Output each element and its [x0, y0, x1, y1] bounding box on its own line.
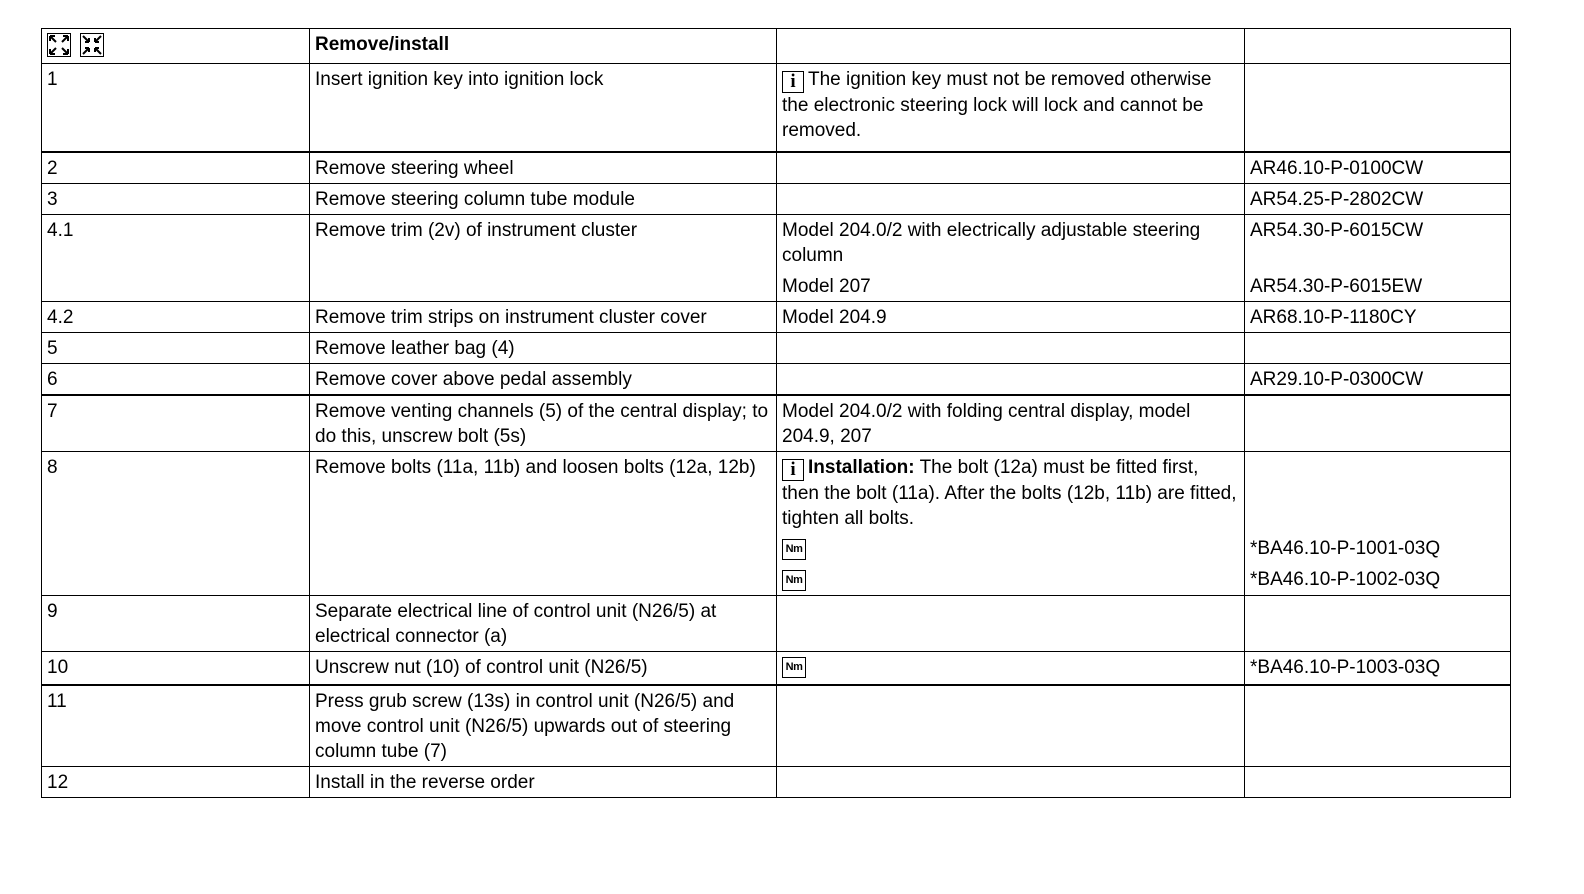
note-variant-b: Model 207 [782, 275, 871, 297]
step-note [777, 183, 1245, 214]
step-number: 5 [42, 332, 310, 363]
step-number: 11 [42, 685, 310, 767]
step-action: Remove steering column tube module [310, 183, 777, 214]
table-header-row [42, 29, 1511, 64]
step-action: Separate electrical line of control unit (N26/5) at electrical connector (a) [310, 595, 777, 651]
table-row [42, 301, 1511, 332]
step-action: Unscrew nut (10) of control unit (N26/5) [310, 651, 777, 685]
table-row [42, 64, 1511, 152]
table-row [42, 395, 1511, 452]
info-icon: i [782, 71, 804, 93]
step-number: 9 [42, 595, 310, 651]
step-ref [1245, 451, 1511, 595]
ref-torque-b[interactable]: *BA46.10-P-1002-03Q [1250, 568, 1441, 590]
header-title: Remove/install [310, 29, 777, 64]
table-row [42, 183, 1511, 214]
note-text: The bolt (12a) must be fitted first, then the bolt (11a). After the bolts (12b, 11b) are fitted, tighten all bolts. [782, 456, 1237, 529]
step-note [777, 64, 1245, 152]
note-text: The ignition key must not be removed otherwise the electronic steering lock will lock and cannot be removed. [782, 69, 1212, 141]
step-note [777, 451, 1245, 595]
table-row [42, 363, 1511, 395]
step-ref[interactable]: AR54.25-P-2802CW [1245, 183, 1511, 214]
table-row [42, 767, 1511, 798]
step-ref [1245, 332, 1511, 363]
step-ref[interactable]: AR29.10-P-0300CW [1245, 363, 1511, 395]
step-note: Model 204.0/2 with folding central display, model 204.9, 207 [777, 395, 1245, 452]
table-row [42, 651, 1511, 685]
procedure-table [41, 28, 1511, 798]
step-ref [1245, 214, 1511, 301]
step-ref [1245, 685, 1511, 767]
step-note [777, 651, 1245, 685]
torque-icon: Nm [782, 539, 806, 560]
ref-variant-a[interactable]: AR54.30-P-6015CW [1250, 219, 1424, 241]
note-label: Installation: [808, 456, 915, 478]
step-note [777, 332, 1245, 363]
torque-icon: Nm [782, 657, 806, 678]
step-number: 4.2 [42, 301, 310, 332]
note-variant-a: Model 204.0/2 with electrically adjustable steering column [782, 219, 1201, 266]
step-note [777, 595, 1245, 651]
step-action: Install in the reverse order [310, 767, 777, 798]
collapse-icon[interactable] [80, 33, 104, 57]
step-number: 1 [42, 64, 310, 152]
table-row [42, 214, 1511, 301]
step-action: Remove trim (2v) of instrument cluster [310, 214, 777, 301]
step-number: 6 [42, 363, 310, 395]
table-row [42, 595, 1511, 651]
step-note [777, 152, 1245, 184]
step-action: Insert ignition key into ignition lock [310, 64, 777, 152]
step-action: Remove bolts (11a, 11b) and loosen bolts (12a, 12b) [310, 451, 777, 595]
step-action: Remove trim strips on instrument cluster cover [310, 301, 777, 332]
torque-icon: Nm [782, 570, 806, 591]
header-blank-ref [1245, 29, 1511, 64]
step-action: Remove leather bag (4) [310, 332, 777, 363]
step-ref[interactable]: AR46.10-P-0100CW [1245, 152, 1511, 184]
step-note [777, 767, 1245, 798]
table-row [42, 685, 1511, 767]
step-action: Remove cover above pedal assembly [310, 363, 777, 395]
step-action: Remove steering wheel [310, 152, 777, 184]
step-note [777, 685, 1245, 767]
ref-variant-b[interactable]: AR54.30-P-6015EW [1250, 275, 1423, 297]
step-ref [1245, 767, 1511, 798]
step-note: Model 204.9 [777, 301, 1245, 332]
step-number: 12 [42, 767, 310, 798]
step-number: 8 [42, 451, 310, 595]
step-ref[interactable]: AR68.10-P-1180CY [1245, 301, 1511, 332]
table-row [42, 451, 1511, 595]
info-icon: i [782, 459, 804, 481]
header-blank-note [777, 29, 1245, 64]
step-number: 4.1 [42, 214, 310, 301]
step-ref [1245, 595, 1511, 651]
header-icons-cell [42, 29, 310, 64]
step-number: 7 [42, 395, 310, 452]
step-action: Press grub screw (13s) in control unit (N26/5) and move control unit (N26/5) upwards out of steering column tube (7) [310, 685, 777, 767]
step-note [777, 214, 1245, 301]
table-row [42, 332, 1511, 363]
step-ref [1245, 64, 1511, 152]
step-number: 3 [42, 183, 310, 214]
ref-torque-a[interactable]: *BA46.10-P-1001-03Q [1250, 537, 1441, 559]
step-number: 10 [42, 651, 310, 685]
step-action: Remove venting channels (5) of the central display; to do this, unscrew bolt (5s) [310, 395, 777, 452]
step-note [777, 363, 1245, 395]
step-ref [1245, 395, 1511, 452]
expand-icon[interactable] [47, 33, 71, 57]
step-number: 2 [42, 152, 310, 184]
step-ref[interactable]: *BA46.10-P-1003-03Q [1245, 651, 1511, 685]
table-row [42, 152, 1511, 184]
